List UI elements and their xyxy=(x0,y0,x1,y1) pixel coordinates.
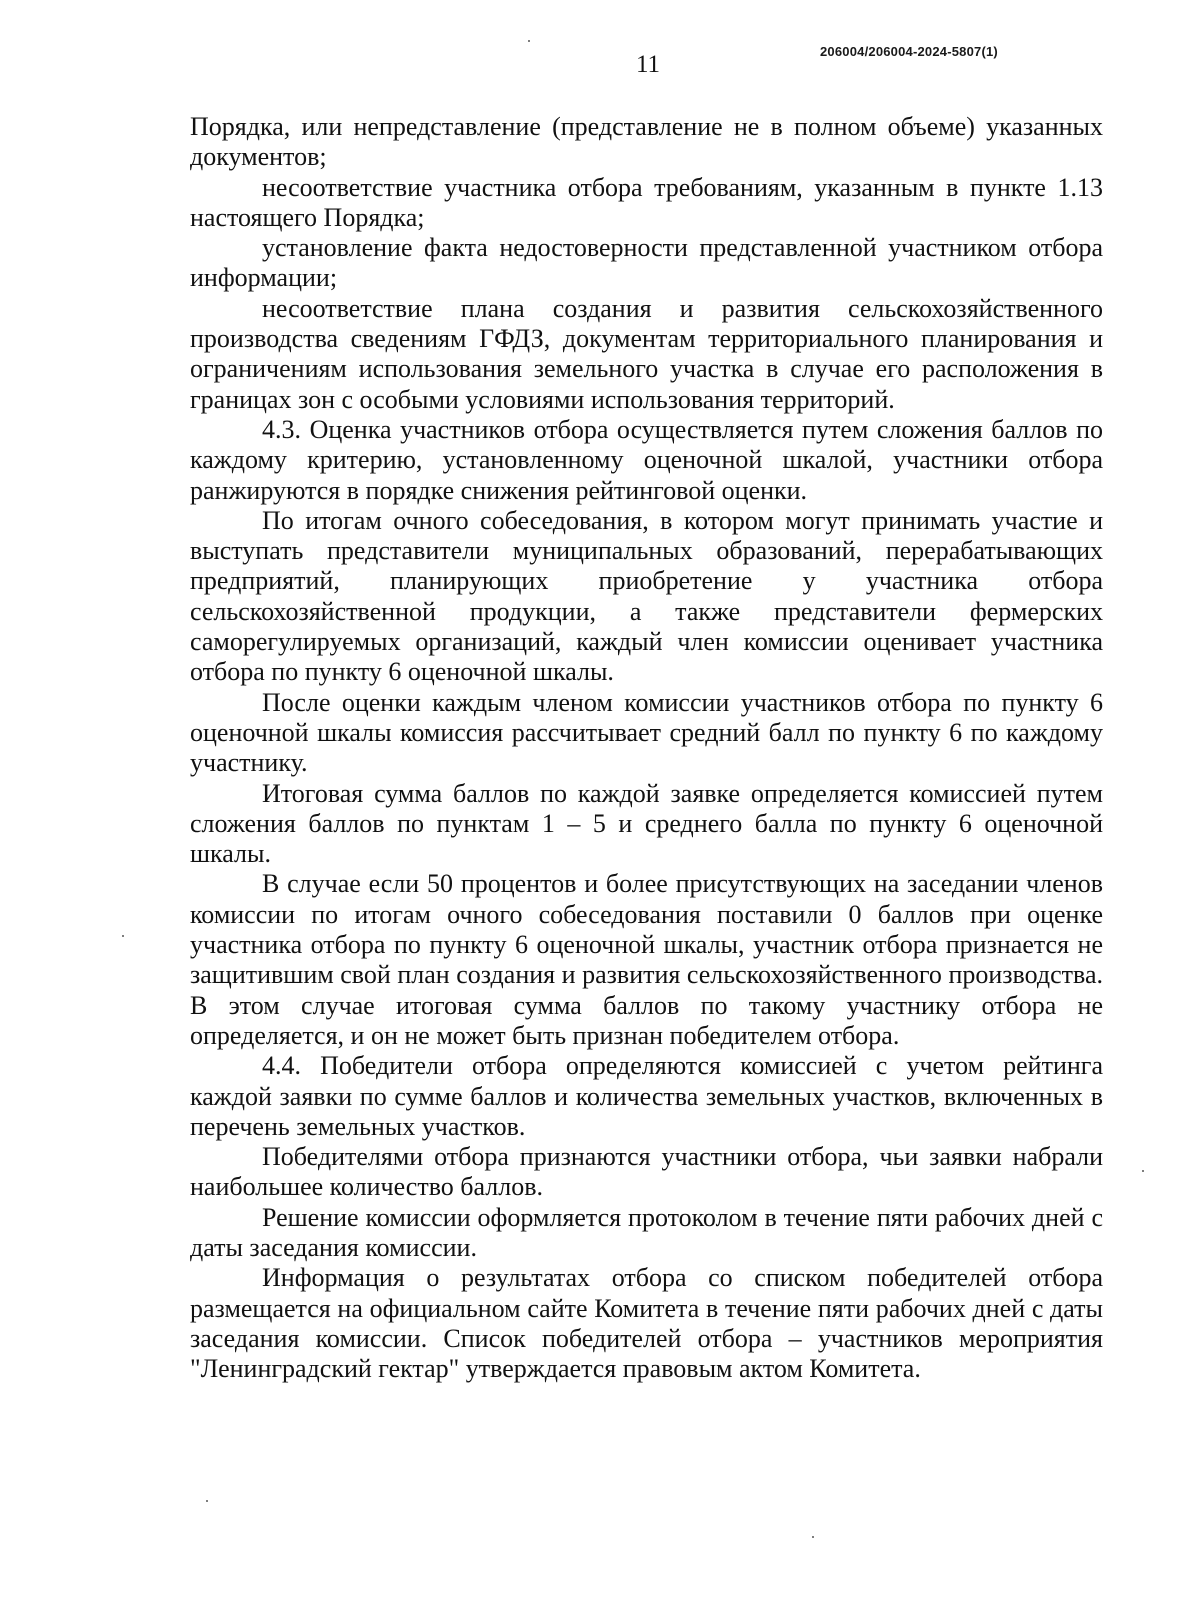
scan-speck xyxy=(812,1536,814,1538)
paragraph-interview: По итогам очного собеседования, в котором могут принимать участие и выступать представители муниципальных образований, перерабатывающих предприятий, планирующих приобретение у участника отбора сельскохозяйственной продукции, а также представители фермерских саморегулируемых организаций, каждый член комиссии оценивает участника отбора по пункту 6 оценочной шкалы. xyxy=(190,505,1103,687)
paragraph-false-information: установление факта недостоверности представленной участником отбора информации; xyxy=(190,233,1103,293)
paragraph-protocol: Решение комиссии оформляется протоколом в течение пяти рабочих дней с даты заседания комиссии. xyxy=(190,1202,1103,1262)
scan-speck xyxy=(122,935,124,937)
paragraph-winners-recognition: Победителями отбора признаются участники отбора, чьи заявки набрали наибольшее количество баллов. xyxy=(190,1142,1103,1202)
document-body xyxy=(190,112,1103,1384)
paragraph-plan-mismatch: несоответствие плана создания и развития сельскохозяйственного производства сведениям ГФДЗ, документам территориального планирования и ограничениям использования земельного участка в случае его расположения в границах зон с особыми условиями использования территорий. xyxy=(190,293,1103,414)
scan-speck xyxy=(206,1500,208,1502)
scan-speck xyxy=(528,40,530,42)
document-id: 206004/206004-2024-5807(1) xyxy=(820,44,998,59)
paragraph-total-score: Итоговая сумма баллов по каждой заявке определяется комиссией путем сложения баллов по пунктам 1 – 5 и среднего балла по пункту 6 оценочной шкалы. xyxy=(190,778,1103,869)
paragraph-continuation: Порядка, или непредставление (представление не в полном объеме) указанных документов; xyxy=(190,112,1103,172)
paragraph-participant-requirements: несоответствие участника отбора требованиям, указанным в пункте 1.13 настоящего Порядка; xyxy=(190,172,1103,232)
page-number: 11 xyxy=(635,51,661,78)
paragraph-4-4-winners: 4.4. Победители отбора определяются комиссией с учетом рейтинга каждой заявки по сумме баллов и количества земельных участков, включенных в перечень земельных участков. xyxy=(190,1051,1103,1141)
scan-speck xyxy=(1142,1170,1144,1172)
paragraph-average-score: После оценки каждым членом комиссии участников отбора по пункту 6 оценочной шкалы комиссия рассчитывает средний балл по пункту 6 по каждому участнику. xyxy=(190,687,1103,778)
paragraph-results-publication: Информация о результатах отбора со списком победителей отбора размещается на официальном сайте Комитета в течение пяти рабочих дней с даты заседания комиссии. Список победителей отбора – участников мероприятия "Ленинградский гектар" утверждается правовым актом Комитета. xyxy=(190,1263,1103,1384)
paragraph-4-3-evaluation: 4.3. Оценка участников отбора осуществляется путем сложения баллов по каждому критерию, установленному оценочной шкалой, участники отбора ранжируются в порядке снижения рейтинговой оценки. xyxy=(190,414,1103,505)
paragraph-zero-score-rule: В случае если 50 процентов и более присутствующих на заседании членов комиссии по итогам очного собеседования поставили 0 баллов при оценке участника отбора по пункту 6 оценочной шкалы, участник отбора признается не защитившим свой план создания и развития сельскохозяйственного производства. В этом случае итоговая сумма баллов по такому участнику отбора не определяется, и он не может быть признан победителем отбора. xyxy=(190,869,1103,1050)
